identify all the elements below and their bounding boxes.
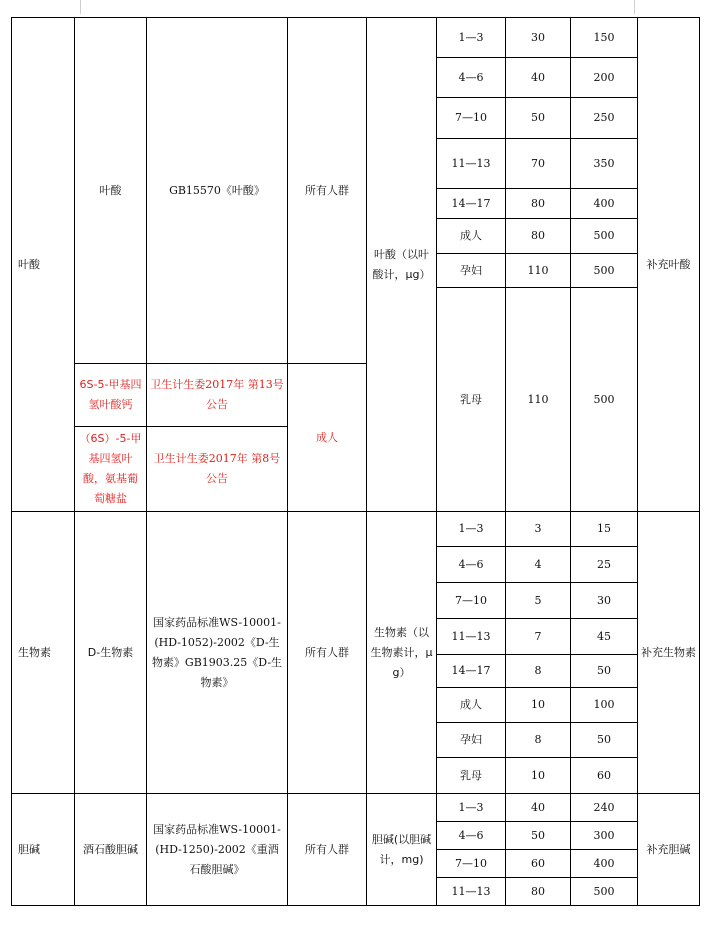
max-cell: 45: [571, 619, 638, 655]
age-cell: 孕妇: [437, 254, 506, 288]
population-cell: 所有人群: [288, 512, 367, 794]
min-cell: 80: [506, 878, 571, 906]
compound-cell: D-生物素: [75, 512, 147, 794]
max-cell: 50: [571, 723, 638, 758]
measure-cell: 胆碱(以胆碱计，mg): [367, 794, 437, 906]
standard-cell: 国家药品标准WS-10001-(HD-1052)-2002《D-生物素》GB1903.25《D-生物素》: [147, 512, 288, 794]
max-cell: 400: [571, 189, 638, 219]
min-cell: 110: [506, 254, 571, 288]
max-cell: 500: [571, 878, 638, 906]
max-cell: 30: [571, 583, 638, 619]
age-cell: 乳母: [437, 758, 506, 794]
min-cell: 30: [506, 18, 571, 58]
standard-cell: 国家药品标准WS-10001-(HD-1250)-2002《重酒石酸胆碱》: [147, 794, 288, 906]
compound-cell: 酒石酸胆碱: [75, 794, 147, 906]
age-cell: 4—6: [437, 547, 506, 583]
min-cell: 60: [506, 850, 571, 878]
max-cell: 60: [571, 758, 638, 794]
min-cell: 8: [506, 655, 571, 688]
max-cell: 350: [571, 139, 638, 189]
population-cell: 所有人群: [288, 18, 367, 364]
max-cell: 240: [571, 794, 638, 822]
min-cell: 70: [506, 139, 571, 189]
category-cell: 叶酸: [12, 18, 75, 512]
age-cell: 7—10: [437, 98, 506, 139]
population-cell: 成人: [288, 364, 367, 512]
table-row: [12, 794, 700, 822]
population-cell: 所有人群: [288, 794, 367, 906]
min-cell: 50: [506, 98, 571, 139]
min-cell: 8: [506, 723, 571, 758]
max-cell: 500: [571, 219, 638, 254]
age-cell: 1—3: [437, 512, 506, 547]
age-cell: 1—3: [437, 18, 506, 58]
max-cell: 300: [571, 822, 638, 850]
age-cell: 11—13: [437, 139, 506, 189]
standard-cell: 卫生计生委2017年 第8号公告: [147, 427, 288, 512]
age-cell: 14—17: [437, 655, 506, 688]
max-cell: 400: [571, 850, 638, 878]
page-margin-marker-left: [80, 0, 81, 14]
age-cell: 7—10: [437, 583, 506, 619]
min-cell: 10: [506, 758, 571, 794]
age-cell: 14—17: [437, 189, 506, 219]
compound-cell: （6S）-5-甲基四氢叶酸，氨基葡萄糖盐: [75, 427, 147, 512]
max-cell: 25: [571, 547, 638, 583]
category-cell: 生物素: [12, 512, 75, 794]
min-cell: 3: [506, 512, 571, 547]
note-cell: 补充生物素: [638, 512, 700, 794]
min-cell: 10: [506, 688, 571, 723]
age-cell: 成人: [437, 219, 506, 254]
min-cell: 110: [506, 288, 571, 512]
max-cell: 500: [571, 254, 638, 288]
age-cell: 11—13: [437, 619, 506, 655]
page-margin-marker-right: [634, 0, 635, 14]
max-cell: 200: [571, 58, 638, 98]
min-cell: 40: [506, 794, 571, 822]
max-cell: 150: [571, 18, 638, 58]
measure-cell: 生物素（以生物素计，μg）: [367, 512, 437, 794]
min-cell: 50: [506, 822, 571, 850]
min-cell: 4: [506, 547, 571, 583]
age-cell: 11—13: [437, 878, 506, 906]
measure-cell: 叶酸（以叶酸计，μg）: [367, 18, 437, 512]
age-cell: 4—6: [437, 58, 506, 98]
compound-cell: 叶酸: [75, 18, 147, 364]
nutrient-table: [11, 17, 700, 906]
max-cell: 100: [571, 688, 638, 723]
table-row: [12, 18, 700, 58]
max-cell: 50: [571, 655, 638, 688]
min-cell: 5: [506, 583, 571, 619]
min-cell: 7: [506, 619, 571, 655]
max-cell: 500: [571, 288, 638, 512]
note-cell: 补充胆碱: [638, 794, 700, 906]
compound-cell: 6S-5-甲基四氢叶酸钙: [75, 364, 147, 427]
max-cell: 250: [571, 98, 638, 139]
max-cell: 15: [571, 512, 638, 547]
category-cell: 胆碱: [12, 794, 75, 906]
note-cell: 补充叶酸: [638, 18, 700, 512]
standard-cell: 卫生计生委2017年 第13号公告: [147, 364, 288, 427]
min-cell: 40: [506, 58, 571, 98]
min-cell: 80: [506, 219, 571, 254]
min-cell: 80: [506, 189, 571, 219]
age-cell: 4—6: [437, 822, 506, 850]
age-cell: 孕妇: [437, 723, 506, 758]
table-row: [12, 512, 700, 547]
age-cell: 1—3: [437, 794, 506, 822]
age-cell: 乳母: [437, 288, 506, 512]
standard-cell: GB15570《叶酸》: [147, 18, 288, 364]
age-cell: 7—10: [437, 850, 506, 878]
age-cell: 成人: [437, 688, 506, 723]
